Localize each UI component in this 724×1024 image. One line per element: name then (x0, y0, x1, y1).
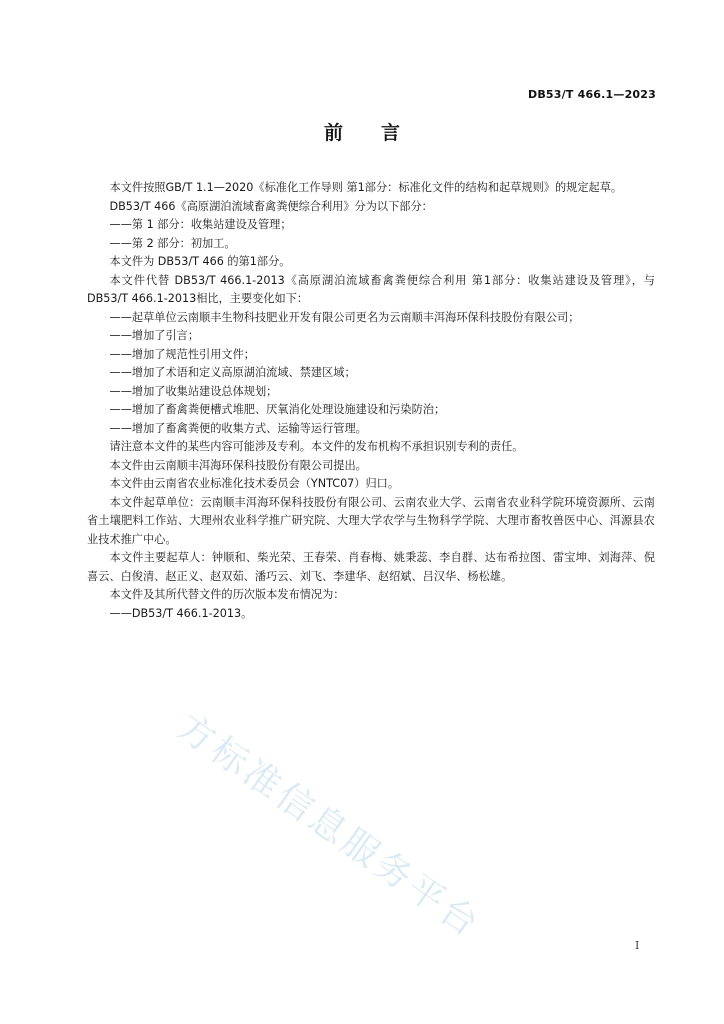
list-item-change-1: ——起草单位云南顺丰生物科技肥业开发有限公司更名为云南顺丰洱海环保科技股份有限公司； (109, 310, 580, 324)
paragraph-committee: 本文件由云南省农业标准化技术委员会（YNTC07）归口。 (109, 477, 400, 490)
preface-body (87, 179, 655, 623)
paragraph-patent-notice: 请注意本文件的某些内容可能涉及专利。本文件的发布机构不承担识别专利的责任。 (109, 440, 524, 453)
paragraph-parts-intro: DB53/T 466《高原湖泊流域畜禽粪便综合利用》分为以下部分： (109, 199, 433, 213)
page-number: I (635, 939, 640, 952)
paragraph-replaces: 本文件代替 DB53/T 466.1-2013《高原湖泊流域畜禽粪便综合利用 第1部分：收集站建设及管理》，与 DB53/T 466.1-2013相比，主要变化如下： (87, 273, 655, 305)
list-item-change-6: ——增加了畜禽粪便槽式堆肥、厌氧消化处理设施建设和污染防治； (109, 403, 446, 416)
list-item-change-4: ——增加了术语和定义高原湖泊流域、禁建区域； (109, 366, 356, 379)
page-title: 前言 (323, 122, 438, 144)
list-item-change-2: ——增加了引言； (109, 329, 200, 342)
paragraph-proposer: 本文件由云南顺丰洱海环保科技股份有限公司提出。 (109, 458, 367, 472)
paragraph-part-statement: 本文件为 DB53/T 466 的第1部分。 (109, 255, 291, 268)
paragraph-drafters: 本文件主要起草人：钟顺和、柴光荣、王春荣、肖春梅、姚秉蕊、李自群、达布希拉图、雷宝坤、刘海萍、倪喜云、白俊清、赵正义、赵双茹、潘巧云、刘飞、李建华、赵绍斌、吕汉华、杨松雄。 (87, 551, 655, 583)
paragraph-drafting-rules: 本文件按照GB/T 1.1—2020《标准化工作导则 第1部分：标准化文件的结构和起草规则》的规定起草。 (109, 181, 623, 194)
list-item-part-1: ——第 1 部分：收集站建设及管理； (109, 218, 292, 231)
list-item-part-2: ——第 2 部分：初加工。 (109, 236, 236, 250)
list-item-change-3: ——增加了规范性引用文件； (109, 347, 255, 361)
paragraph-drafting-units: 本文件起草单位：云南顺丰洱海环保科技股份有限公司、云南农业大学、云南省农业科学院环境资源所、云南省土壤肥料工作站、大理州农业科学推广研究院、大理大学农学与生物科学学院、大理市畜牧兽医中心、洱源县农业技术推广中心。 (87, 495, 655, 546)
list-item-change-5: ——增加了收集站建设总体规划； (109, 384, 278, 398)
watermark-text: 方标准信息服务平台 (169, 706, 489, 947)
document-code: DB53/T 466.1—2023 (528, 88, 656, 101)
paragraph-history-intro: 本文件及其所代替文件的历次版本发布情况为： (109, 588, 345, 601)
list-item-history-1: ——DB53/T 466.1-2013。 (109, 606, 253, 620)
list-item-change-7: ——增加了畜禽粪便的收集方式、运输等运行管理。 (109, 421, 367, 435)
